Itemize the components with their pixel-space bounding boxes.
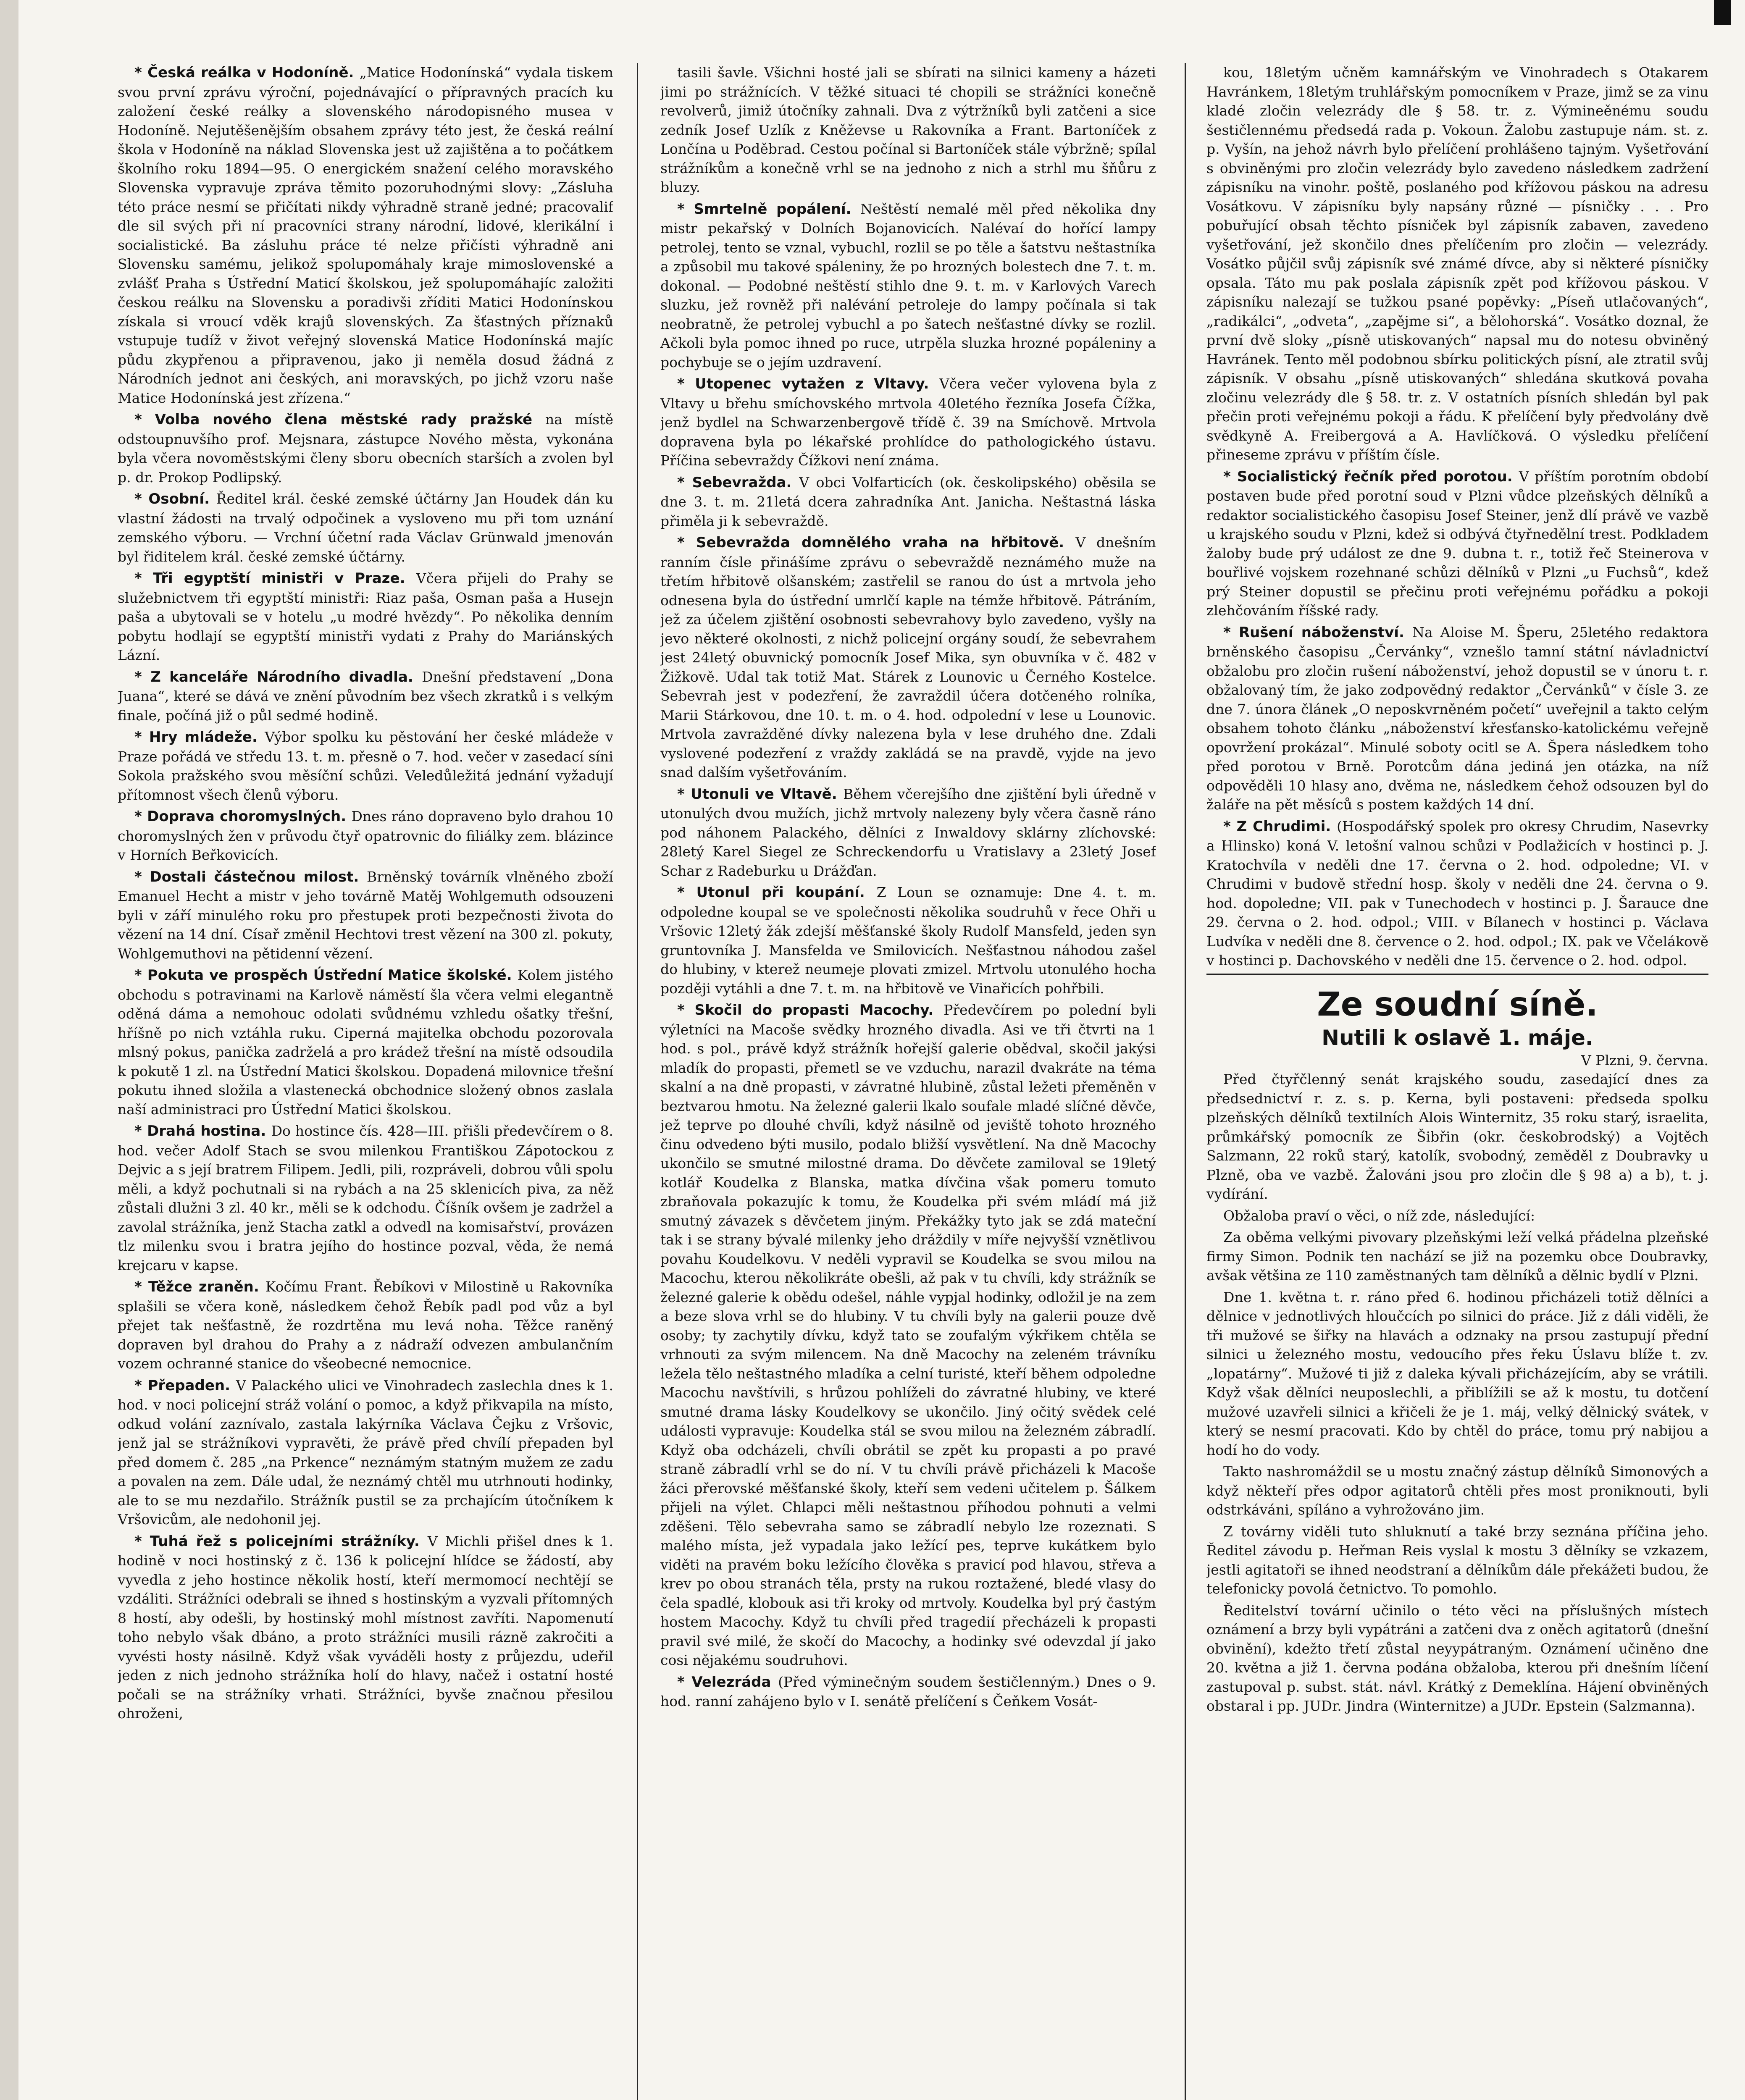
article-body: Kočímu Frant. Řebíkovi v Milostině u Rakovníka splašili se včera koně, následkem čehož Řebík padl pod vůz a byl přejet tak nešťastně, že rozdrtěna mu levá noha. Těžce raněný dopraven byl drahou do Prahy a z nádraží odvezen ambulančním vozem ochranné stanice do všeobecné nemocnice.	[118, 1278, 613, 1372]
article-headline: * Skočil do propasti Macochy.	[677, 1002, 944, 1018]
article-headline: * Přepaden.	[134, 1377, 236, 1394]
section-title: Ze soudní síně.	[1317, 985, 1598, 1024]
news-article	[660, 1672, 1156, 1711]
article-headline: * Utonuli ve Vltavě.	[677, 785, 844, 803]
news-article	[660, 533, 1156, 782]
article-body: Během včerejšího dne zjištění byli úředně v utonulých dvou mužích, jichž mrtvoly nalezeny byly včera časně ráno pod náhonem Palackého, dělníci z Inwaldovy sklárny zlíchovské: 28letý Karel Siegel ze Schreckendorfu u Vratislavy a 23letý Josef Schar z Radeburku u Drážďan.	[660, 785, 1156, 879]
article-body: V příštím porotním období postaven bude před porotní soud v Plzni vůdce plzeňských dělníků a redaktor socialistického časopisu Josef Steiner, jenž dlí právě ve vazbě u krajského soudu v Plzni, kdež si odbývá čtyřnedělní trest. Podkladem žaloby bude prý událost ze dne 9. dubna t. r., totiž řeč Steinerova v bouřlivé vojskem rozehnané schůzi dělníků v Plzni „u Fuchsů“, kdež prý Steiner dopustil se přečinu proti veřejnému pořádku a pokoji zlehčováním říšské rady.	[1206, 468, 1708, 619]
article-headline: * Velezráda	[677, 1673, 778, 1690]
article-headline: * Těžce zraněn.	[134, 1278, 265, 1295]
news-article	[118, 1376, 613, 1529]
article-body: Z Loun se oznamuje: Dne 4. t. m. odpoledne koupal se ve společnosti několika soudruhů v řece Ohři u Vršovic 12letý žák zdejší měšťanské školy Rudolf Mansfeld, jeden syn gruntovníka J. Mansfelda ve Smilovicích. Nešťastnou náhodou zašel do hlubiny, v kterež neumeje plovati zmizel. Mrtvolu utonulého hocha později vytáhli a dne 7. t. m. na hřbitově ve Vinařicích pohřbili.	[660, 884, 1156, 997]
news-article	[118, 1121, 613, 1275]
column-2	[660, 63, 1156, 2100]
article-body: Včera přijeli do Prahy se služebnictvem tři egyptští ministři: Riaz paša, Osman paša a Husejn paša a ubytovali se v hotelu „u modré hvězdy“. Po několika denním pobytu hodlají se egyptští ministři vydati z Prahy do Mariánských Lázní.	[118, 570, 613, 663]
news-article	[118, 807, 613, 865]
dateline: V Plzni, 9. června.	[1581, 1052, 1708, 1068]
court-paragraph: Obžaloba praví o věci, o níž zde, následující:	[1223, 1207, 1535, 1224]
article-headline: * Smrtelně popálení.	[677, 200, 861, 218]
registration-mark	[1714, 0, 1731, 25]
news-article	[118, 1277, 613, 1373]
article-body: V dnešním ranním čísle přinášíme zprávu o sebevraždě neznámého muže na třetím hřbitově olšanském; zastřelil se ranou do úst a mrtvola jeho odnesena byla do ústřední umrlčí kaple na témže hřbitově. Pátráním, jež za účelem zjištění osobnosti sebevrahovy bylo zavedeno, vyšly na jevo některé okolnosti, z nichž policejní orgány soudí, že sebevrahem jest 24letý obuvnický pomocník Josef Mika, syn obuvníka v č. 482 v Žižkově. Udal tak totiž Mat. Stárek z Lounovic u Černého Kostelce. Sebevrah jest v podezření, že zavraždil účera dotčeného rolníka, Marii Stárkovou, dne 10. t. m. o 4. hod. odpolední v lese u Lounovic. Mrtvola zavražděné dívky nalezena byla v lese druhého dne. Zdali vyslovené podezření z vraždy zakládá se na pravdě, vyjde na jevo snad dalším vyšetřováním.	[660, 534, 1156, 780]
article-body: „Matice Hodonínská“ vydala tiskem svou první zprávu výroční, pojednávající o přípravných pracích ku založení české reálky a slovenského národopisného musea v Hodoníně. Nejutěšenějším obsahem zprávy této jest, že česká reální škola v Hodoníně na náklad Slovenska jest už zajištěna a to počátkem školního roku 1894—95. O energickém snažení celého moravského Slovenska vypravuje zpráva těmito pozoruhodnými slovy: „Zásluha této práce nesmí se přičítati nikdy výhradně straně jedné; pracovalif dle sil svých při ní pracovníci strany národní, lidové, klerikální i socialistické. Ba zásluhu práce té nelze přičísti výhradně ani Slovensku samému, jelikož spolupomáhaly kraje mimoslovenské a zvlášť Praha s Ústřední Maticí školskou, jež spolupomáhajíc založiti českou reálku na Slovensku a poradivši zříditi Matici Hodonínskou získala si vroucí vděk krajů slovenských. Za šťastných příznaků vstupuje tudíž v život veřejný slovenská Matice Hodonínská majíc půdu zkypřenou a připravenou, jako ji neměla dosud žádná z Národních jednot ani českých, ani moravských, po jichž vzoru naše Matice Hodonínská jest zřízena.“	[118, 64, 613, 406]
court-paragraph: Před čtyřčlenný senát krajského soudu, zasedající dnes za předsednictví r. z. s. p. Kerna, byli postaveni: předseda spolku plzeňských dělníků textilních Alois Winternitz, 35 roku starý, israelita, průmkářský pomocník ze Šibřin (okr. českobrodský) a Vojtěch Salzmann, 22 roků starý, katolík, svobodný, zeměděl z Doubravky u Plzně, oba ve vazbě. Žalováni jsou pro zločin dle § 98 a) a b), t. j. vydírání.	[1206, 1071, 1708, 1202]
news-article	[118, 867, 613, 963]
column-rule	[1185, 63, 1186, 2100]
article-headline: * Sebevražda domnělého vraha na hřbitově.	[677, 534, 1076, 551]
article-body: Do hostince čís. 428—III. přišli předevčírem o 8. hod. večer Adolf Stach se svou milenkou Františkou Zápotockou z Dejvic a s její bratrem Filipem. Jedli, pili, rozpráveli, dobrou vůli spolu měli, a když pochutnali si na rybách a na 25 sklenicích piva, za něž zůstali dlužni 3 zl. 40 kr., měli se k odchodu. Číšník ovšem je zadržel a zavolal strážníka, jenž Stacha zatkl a odvedl na komisařství, provázen tlz milenku svou i bratra jejího do hostince pozval, věda, že nemá krejcaru v kapse.	[118, 1123, 613, 1273]
column-3	[1206, 63, 1708, 2100]
article-body: Předevčírem po polední byli výletníci na Macoše svědky hrozného divadla. Asi ve tři čtvrti na 1 hod. s pol., právě když strážník hořejší galerie obědval, skočil jakýsi mladík do propasti, přemetl se ve vzduchu, narazil dvakráte na téma skalní a na dně propasti, v závratné hlubině, zůstal ležeti přeměněn v beztvarou hmotu. Na železné galerii lkalo soufale mladé slíčné děvče, jež teprve po dlouhé chvíli, když násilně od jeviště tohoto hrozného činu odvedeno býti musilo, podalo bližší vysvětlení. Na dně Macochy ukončilo se smutné milostné drama. Do děvčete zamiloval se 19letý kotlář Koudelka z Blanska, matka dívčina však pomeru tomuto zbraňovala pokazujíc k tomu, že Koudelka při svém mládí má již smutný závazek s děvčetem jiným. Překážky tyto jak se zdá mateční tak i se strany bývalé milenky jeho dráždily v míře nejvyšší vznětlivou povahu Koudelkovu. V neděli vypravil se Koudelka se svou milou na Macochu, kterou několikráte obešli, až pak v tu chvíli, kdy strážník se železné galerie k obědu odešel, náhle vypjal hodinky, odložil je na zem a beze slova vrhl se do hlubiny. V tu chvíli byly na galerii pouze dvě osoby; ty zachytily dívku, když tato se zoufalým výkřikem chtěla se vrhnouti za svým milencem. Na dně Macochy na zeleném trávníku ležela tělo neštastného mladíka a celní turisté, kteří během odpoledne Macochu navštívili, s hrůzou pohlíželi do závratné hlubiny, ve které smutné drama lásky Koudelkovy se ukončilo. Jiný očitý svědek celé události vypravuje: Koudelka stál se svou milou na železném zábradlí. Když oba odcházeli, chvíli obrátil se zpět ku propasti a po pravé straně zábradlí vrhl se do ní. V tu chvíli právě přicházeli k Macoše žáci přerovské měšťanské školy, kteří sem vedeni učitelem p. Šálkem přijeli na výlet. Chlapci měli neštastnou příhodou pohnuti a velmi zděšeni. Tělo sebevraha samo se zábradlí nebylo lze rozeznati. S malého místa, jež vypadala jako ležící pes, teprve kukátkem bylo viděti na pravém boku ležícího člověka s pravicí pod hlavou, střeva a krev po obou stranách těla, prsty na rukou roztažené, bledé vlasy do čela spadlé, klobouk asi tři kroky od mrtvoly. Koudelka byl prý častým hostem Macochy. Když tu chvíli před tragedií přecházeli k propasti pravil své milé, že skočí do Macochy, a hodinky své odevzdal jí jako cosi nějakému soudruhovi.	[660, 1002, 1156, 1668]
news-article	[1206, 817, 1708, 970]
article-body: V obci Volfarticích (ok. českolipského) oběsila se dne 3. t. m. 21letá dcera zahradníka Ant. Janicha. Neštastná láska přiměla ji k sebevraždě.	[660, 474, 1156, 529]
news-article	[660, 883, 1156, 998]
court-paragraph: Dne 1. května t. r. ráno před 6. hodinou přicházeli totiž dělníci a dělnice v jednotlivých hloučcích po silnici do práce. Již z dáli viděli, že tři mužové se šiřky na hlavách a odznaky na prsou zastupují přední silnici u železného mostu, vedoucího přes řeku Úslavu blíže t. zv. „lopatárny“. Mužové ti již z daleka kývali přicházejícím, aby se vrátili. Když však dělníci neuposlechli, a přiblížili se až k mostu, tu dotčení mužové uzavřeli silnici a křičeli že je 1. máj, velký dělnický svátek, v který se nesmí pracovati. Kdo by chtěl do práce, tomu prý nabijou a hodí ho do vody.	[1206, 1289, 1708, 1458]
news-article	[118, 1532, 613, 1723]
article-body: Na Aloise M. Šperu, 25letého redaktora brněnského časopisu „Červánky“, vznešlo tamní státní návladnictví obžalobu pro zločin rušení náboženství, jehož dopustil se v únoru t. r. obžalovaný tím, že jako zodpovědný redaktor „Červánků“ v čísle 3. ze dne 7. února článek „O neposkvrněném početí“ uveřejnil a takto celým obsahem tohoto článku „náboženství křesťansko-katolickému veřejně opovržení prokázal“. Minulé soboty ocitl se A. Špera následkem toho před porotou v Brně. Porotcům dána jediná jen otázka, na níž odpověděli 10 hlasy ano, dvěma ne, následkem čehož odsouzen byl do žaláře na pět měsíců s postem každých 14 dní.	[1206, 624, 1708, 813]
article-headline: * Hry mládeže.	[134, 729, 265, 746]
article-headline: * Doprava choromyslných.	[134, 808, 352, 825]
court-paragraph: Ředitelství tovární učinilo o této věci na příslušných místech oznámení a brzy byli vypátráni a zatčeni dva z oněch agitatorů (dnešní obvinění), kdežto třetí zůstal neyypátraným. Oznámení učiněno dne 20. května a již 1. června podána obžaloba, kterou při dnešním líčení zastupoval p. subst. stát. návl. Krátký z Demeklína. Hájení obviněných obstaral i pp. JUDr. Jindra (Winternitze) a JUDr. Epstein (Salzmanna).	[1206, 1602, 1708, 1714]
newspaper-page	[118, 63, 1710, 2100]
court-paragraph: Takto nashromáždil se u mostu značný zástup dělníků Simonových a když někteří přes odpor agitatorů chtěli přes most proniknouti, byli odstrkáváni, spíláno a vyhrožováno jim.	[1206, 1463, 1708, 1518]
scan-edge-shadow	[0, 0, 18, 2100]
court-paragraph: Za oběma velkými pivovary plzeňskými leží velká přádelna plzeňské firmy Simon. Podnik ten nachází se již na pozemku obce Doubravky, avšak většina ze 110 zaměstnaných tam dělníků a dělnic bydlí v Plzni.	[1206, 1229, 1708, 1284]
article-headline: * Z Chrudimi.	[1223, 818, 1337, 835]
article-headline: * Volba nového člena městské rady pražské	[134, 411, 545, 428]
article-body: Neštěstí nemalé měl před několika dny mistr pekařský v Dolních Bojanovicích. Nalévaí do hořící lampy petrolej, tento se vznal, vybuchl, rozlil se po těle a šatstvu neštastníka a způsobil mu takové spáleniny, že po hrozných bolestech dne 7. t. m. dokonal. — Podobné neštěstí stihlo dne 9. t. m. v Karlových Varech sluzku, jež rovněž při nalévání petroleje do lampy počínala si tak neobratně, že petrolej vybuchl a po šatech nešťastné dívky se rozlil. Ačkoli byla pomoc ihned po ruce, utrpěla sluzka hrozné popáleniny a pochybuje se o jejím uzdravení.	[660, 200, 1156, 370]
news-article	[660, 1000, 1156, 1670]
article-headline: * Socialistický řečník před porotou.	[1223, 468, 1519, 485]
news-article	[118, 667, 613, 725]
news-article	[118, 410, 613, 487]
news-article	[118, 569, 613, 665]
news-article	[1206, 623, 1708, 814]
article-headline: * Sebevražda.	[677, 474, 799, 491]
article-headline: * Tuhá řež s policejními strážníky.	[134, 1533, 428, 1550]
article-body: na místě odstoupnuvšího prof. Mejsnara, zástupce Nového města, vykonána byla včera novoměstskými členy sboru obecních starších a zvolen byl p. dr. Prokop Podlipský.	[118, 411, 613, 486]
article-body: Výbor spolku ku pěstování her české mládeže v Praze pořádá ve středu 13. t. m. přesně o 7. hod. večer v zasedací síni Sokola pražského svou měsíční schůzi. Veledůležitá jednání vyžadují přítomnost všech členů výboru.	[118, 729, 613, 803]
news-article	[660, 785, 1156, 881]
news-article	[1206, 467, 1708, 620]
news-article	[660, 63, 1156, 197]
article-body: V Palackého ulici ve Vinohradech zaslechla dnes k 1. hod. v noci policejní stráž volání o pomoc, a když přikvapila na místo, odkud volání zaznívalo, zastala lakýrníka Václava Čejku z Vršovic, jenž jal se strážníkovi vypravěti, že právě před chvílí přepaden byl před domem č. 285 „na Prkence“ neznámým statným mužem ze zadu a povalen na zem. Dále udal, že neznámý chtěl mu utrhnouti hodinky, ale to se mu nezdařilo. Strážník pustil se za prchajícím útočníkem k Vršovicům, ale nedohonil jej.	[118, 1377, 613, 1528]
article-headline: * Osobní.	[134, 491, 216, 507]
court-section	[1206, 974, 1708, 1716]
news-article	[118, 63, 613, 407]
news-article	[660, 473, 1156, 531]
article-body: Dnes ráno dopraveno bylo drahou 10 choromyslných žen v průvodu čtyř opatrovnic do filiálky zem. blázince v Horních Beřkovicích.	[118, 808, 613, 863]
article-body: Kolem jistého obchodu s potravinami na Karlově náměstí šla včera velmi elegantně oděná dáma a nemohouc odolati svůdnému vzhledu ošatky třešní, hříšně po nich vztáhla ruku. Ciperná majitelka obchodu pozorovala mlsný pokus, panička zadrželá a pro krádež třešní na místě odsoudila k pokutě 1 zl. na Ústřední Matici školskou. Dopadená milovnice třešní pokutu ihned složila a vlastenecká obchodnice složený obnos zaslala naší administraci pro Ústřední Matici školskou.	[118, 967, 613, 1118]
article-body: V Michli přišel dnes k 1. hodině v noci hostinský z č. 136 k policejní hlídce se žádostí, aby vyvedla z jeho hostince několik hostí, kteří mermomocí nechtějí se vzdáliti. Strážníci odebrali se ihned s hostinským a vyzvali přítomných 8 hostí, aby odešli, by hostinský mohl místnost zavříti. Napomenutí toho nebylo však dbáno, a proto strážníci musili rázně zakročiti a vyvésti hosty násilně. Když však vyváděli hosty z průjezdu, udeřil jeden z nich jednoho strážníka holí do hlavy, načež i ostatní hosté počali se na strážníky vrhati. Strážníci, byvše značnou přesilou ohroženi,	[118, 1533, 613, 1722]
article-headline: * Utonul při koupání.	[677, 884, 877, 901]
article-headline: * Pokuta ve prospěch Ústřední Matice školské.	[134, 967, 518, 984]
article-body: (Hospodářský spolek pro okresy Chrudim, Nasevrky a Hlinsko) koná V. letošní valnou schůzi v Podlažicích v hostinci p. J. Kratochvíla v neděli dne 17. června o 2. hod. odpoledne; VI. v Chrudimi v budově střední hosp. školy v neděli dne 24. června o 9. hod. dopoledne; VII. pak v Tunechodech v hostinci p. J. Šarauce dne 29. června o 2. hod. odpol.; VIII. v Bílanech v hostinci p. Václava Ludvíka v neděli dne 8. července o 2. hod. odpol.; IX. pak ve Včelákově v hostinci p. Dachovského v neděli dne 15. července o 2. hod. odpol.	[1206, 818, 1708, 969]
article-body: Ředitel král. české zemské účtárny Jan Houdek dán ku vlastní žádosti na trvalý odpočinek a vysloveno mu při tom uznání zemského výboru. — Vrchní účetní rada Václav Grünwald jmenován byl řiditelem král. české zemské účtárny.	[118, 491, 613, 565]
news-article	[660, 374, 1156, 470]
court-paragraph: Z továrny viděli tuto shluknutí a také brzy seznána příčina jeho. Ředitel závodu p. Heřman Reis vyslal k mostu 3 dělníky se vzkazem, jestli agitatoři se ihned neodstraní a dělníkům dále překážeti budou, že telefonicky povolá četnictvo. To pomohlo.	[1206, 1523, 1708, 1597]
news-article	[118, 489, 613, 566]
article-headline: * Česká reálka v Hodoníně.	[134, 64, 360, 81]
article-headline: * Utopenec vytažen z Vltavy.	[677, 375, 939, 392]
news-article	[1206, 63, 1708, 465]
news-article	[118, 727, 613, 804]
article-headline: * Dostali částečnou milost.	[134, 868, 367, 885]
column-rule	[637, 63, 638, 2100]
article-body: (Před výminečným soudem šestičlenným.) Dnes o 9. hod. ranní zahájeno bylo v I. senátě přelíčení s Čeňkem Vosát-	[660, 1673, 1156, 1709]
section-divider	[1206, 974, 1708, 975]
article-body: tasili šavle. Všichni hosté jali se sbírati na silnici kameny a házeti jimi po strážnících. V těžké situaci té chopili se strážníci konečně revolverů, jimiž útočníky zahnali. Dva z výtržníků byli zatčeni a sice zedník Josef Uzlík z Kněževse u Rakovníka a Frant. Bartoníček z Lončína u Poděbrad. Cestou počínal si Bartoníček stále výbržně; spílal strážníkům a konečně vrhl se na jednoho z nich a strhl mu šňůru z bluzy.	[660, 64, 1156, 195]
article-body: Brněnský továrník vlněného zboží Emanuel Hecht a mistr v jeho továrně Matěj Wohlgemuth odsouzeni byli v září minulého roku pro přestupek proti bezpečnosti života do vězení na 14 dní. Císař změnil Hechtovi trest vězení na 300 zl. pokuty, Wohlgemuthovi na pětidenní vězení.	[118, 868, 613, 962]
article-body: kou, 18letým učněm kamnářským ve Vinohradech s Otakarem Havránkem, 18letým truhlářským pomocníkem v Praze, jimž se za vinu kladé zločin velezrády dle § 58. tr. z. Výmineěnému soudu šestičlennému předsedá rada p. Vokoun. Žalobu zastupuje nám. st. z. p. Vyšín, na jehož návrh bylo přelíčení prohlášeno tajným. Vyšetřování s obviněnými pro zločin velezrády bylo zavedeno následkem zadržení zápisníku na vinohr. poště, poslaného pod křížovou páskou na adresu Vosátkovu. V zápisníku byly napsány různé — písničky . . . Pro pobuřující obsah těchto písniček byl zápisník zabaven, zavedeno vyšetřování, jež skončilo dnes přelíčením pro zločin — velezrády. Vosátko půjčil svůj zápisník své známé dívce, aby si některé písničky opsala. Táto mu pak poslala zápisník zpět pod křížovou páskou. V zápisníku nalezají se tužkou psané popěvky: „Píseň utlačovaných“, „radikálci“, „odveta“, „zapějme si“, a bělohorská“. Vosátko doznal, že první dvě sloky „písně utiskovaných“ napsal mu do notesu obviněný Havránek. Tento měl podobnou sbírku politických písní, ale ztratil svůj zápisník. V obsahu „písně utiskovaných“ shledána skutková povaha zločinu velezrády dle § 58. tr. z. V ostatních písních shledán byl pak přečin proti veřejnému pokoji a řádu. K přelíčení byly předvolány dvě svědkyně A. Freibergová a A. Havlíčková. O výsledku přelíčení přineseme zprávu v příštím čísle.	[1206, 64, 1708, 463]
article-headline: * Tři egyptští ministři v Praze.	[134, 570, 416, 587]
article-subtitle: Nutili k oslavě 1. máje.	[1322, 1025, 1593, 1050]
news-article	[118, 966, 613, 1119]
article-body: Včera večer vylovena byla z Vltavy u břehu smíchovského mrtvola 40letého řezníka Josefa Čížka, jenž bydlel na Schwarzenbergově třídě č. 39 na Smíchově. Mrtvola dopravena byla po lékařské prohlídce do pathologického ústavu. Příčina sebevraždy Čížkovi není známa.	[660, 375, 1156, 469]
column-1	[118, 63, 613, 2100]
article-body: Dnešní představení „Dona Juana“, které se dává ve znění původním bez všech zkratků i s velkým finale, počíná již o půl sedmé hodině.	[118, 668, 613, 724]
news-article	[660, 200, 1156, 372]
article-headline: * Rušení náboženství.	[1223, 624, 1413, 641]
article-headline: * Z kanceláře Národního divadla.	[134, 668, 422, 685]
article-headline: * Drahá hostina.	[134, 1123, 271, 1139]
